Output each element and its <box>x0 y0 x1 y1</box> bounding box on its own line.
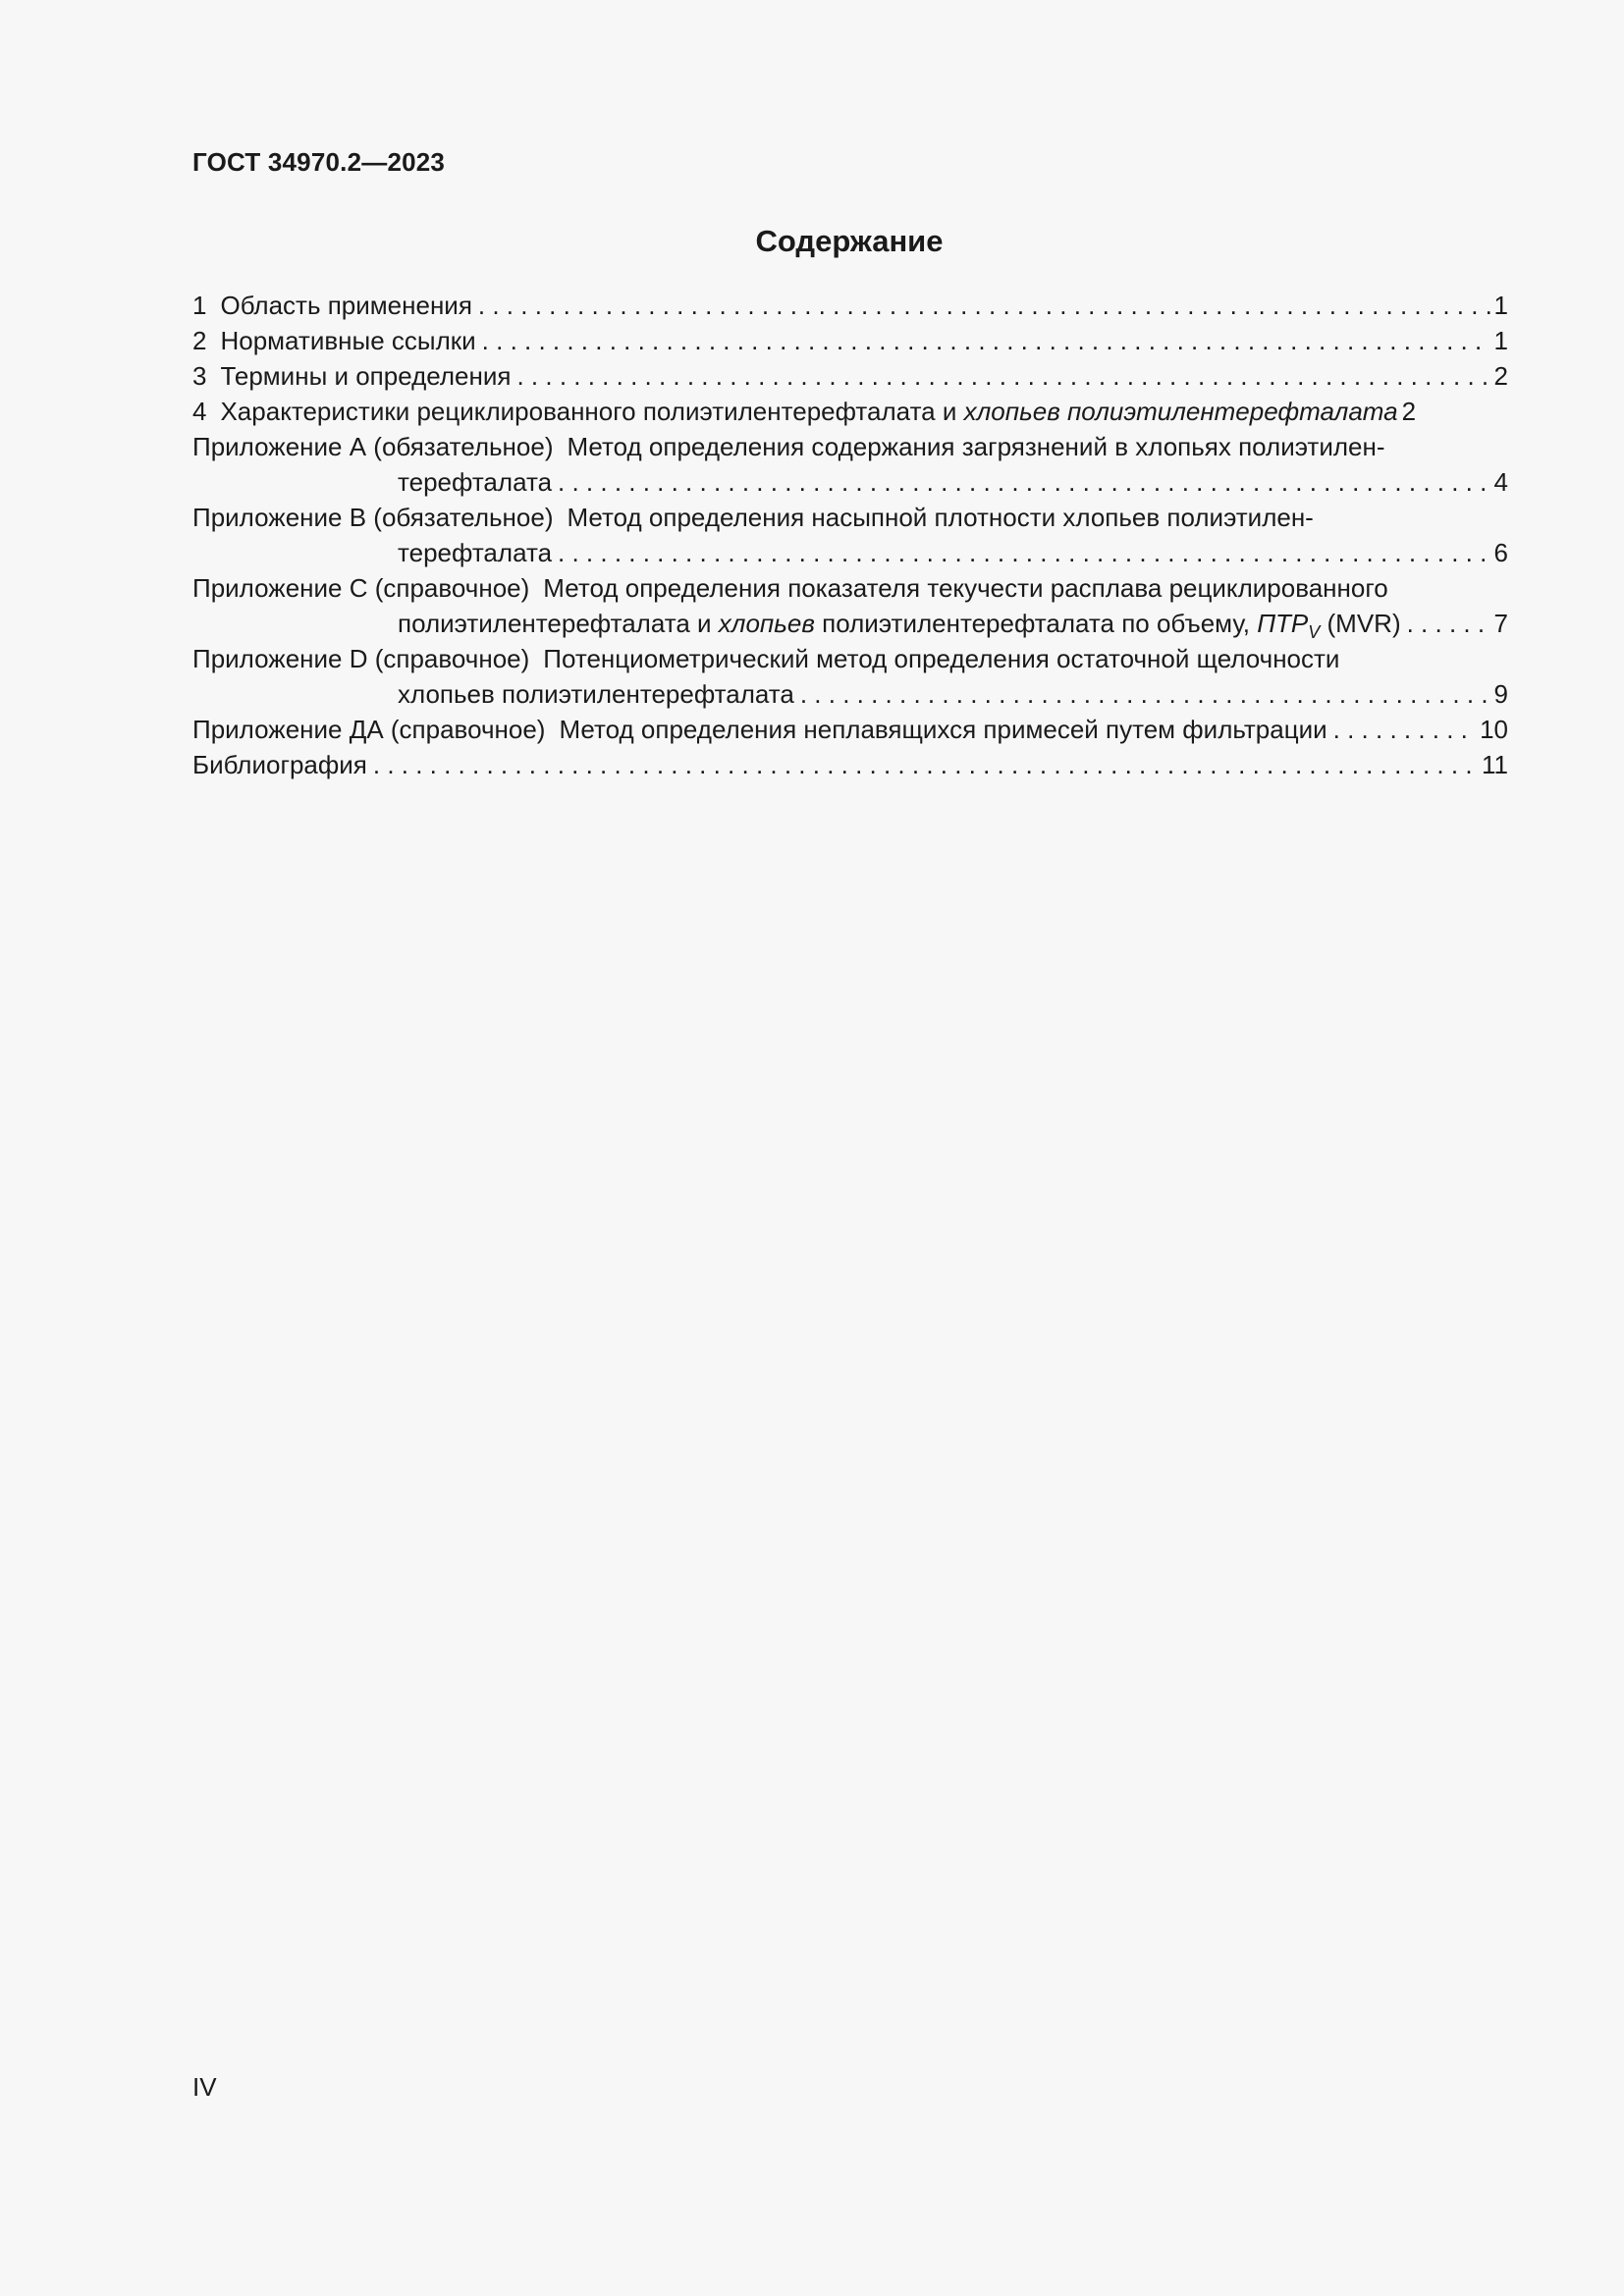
toc-entry-page: 10 <box>1480 715 1508 744</box>
dot-leader <box>516 358 1489 394</box>
toc-entry-number: 3 <box>192 361 207 391</box>
mvr-subscript: V <box>1308 622 1321 642</box>
toc-entry-page: 6 <box>1493 538 1508 567</box>
toc-entry-page: 7 <box>1493 609 1508 638</box>
toc-entry-number: 4 <box>192 397 207 426</box>
dot-leader <box>478 288 1490 323</box>
appendix-title: Метод определения насыпной плотности хлопьев полиэтилен- <box>567 503 1314 532</box>
appendix-heading: Приложение ДА (справочное) <box>192 715 546 744</box>
toc-appendix-c-line2[interactable] <box>192 606 1508 641</box>
appendix-text: полиэтилентерефталата по объему, <box>822 609 1250 638</box>
appendix-title: Потенциометрический метод определения остаточной щелочности <box>543 644 1340 673</box>
toc-appendix-d-line1[interactable] <box>192 641 1508 676</box>
toc-appendix-a-line1[interactable] <box>192 429 1508 464</box>
toc-appendix-da[interactable] <box>192 712 1508 747</box>
toc-entry-4[interactable] <box>192 394 1508 429</box>
toc-entry-number: 2 <box>192 326 207 355</box>
toc-entry-label: Библиография <box>192 750 367 779</box>
appendix-text: (MVR) <box>1326 609 1401 638</box>
appendix-text-italic: хлопьев <box>718 609 815 638</box>
dot-leader <box>558 535 1490 570</box>
appendix-heading: Приложение С (справочное) <box>192 573 530 603</box>
toc-bibliography[interactable] <box>192 747 1508 782</box>
appendix-heading: Приложение В (обязательное) <box>192 503 554 532</box>
toc-entry-page: 1 <box>1493 291 1508 320</box>
toc-appendix-d-line2[interactable] <box>192 676 1508 712</box>
toc-entry-1[interactable] <box>192 288 1508 323</box>
standard-designation: ГОСТ 34970.2—2023 <box>192 147 446 177</box>
toc-entry-label <box>220 394 1397 429</box>
appendix-title-cont: терефталата <box>398 467 553 497</box>
toc-entry-2[interactable] <box>192 323 1508 358</box>
dot-leader <box>558 464 1490 500</box>
dot-leader <box>1333 712 1476 747</box>
toc-entry-page: 1 <box>1493 326 1508 355</box>
toc-entry-page: 2 <box>1401 397 1417 426</box>
toc-entry-label-text: Характеристики рециклированного полиэтилентерефталата и <box>220 397 957 426</box>
dot-leader <box>1407 606 1490 641</box>
appendix-title: Метод определения показателя текучести расплава рециклированного <box>543 573 1388 603</box>
toc-entry-page: 11 <box>1482 750 1508 779</box>
appendix-heading: Приложение D (справочное) <box>192 644 530 673</box>
appendix-heading: Приложение А (обязательное) <box>192 432 554 461</box>
toc-entry-page: 9 <box>1493 679 1508 709</box>
appendix-text: полиэтилентерефталата и <box>398 609 712 638</box>
toc-entry-label: Термины и определения <box>220 361 512 391</box>
table-of-contents <box>192 288 1508 782</box>
toc-appendix-c-line1[interactable] <box>192 570 1508 606</box>
toc-entry-label: Нормативные ссылки <box>220 326 476 355</box>
mvr-symbol: ПТР <box>1257 609 1309 638</box>
appendix-title-cont: хлопьев полиэтилентерефталата <box>398 679 794 709</box>
appendix-title: Метод определения неплавящихся примесей путем фильтрации <box>559 715 1327 744</box>
dot-leader <box>373 747 1478 782</box>
toc-entry-page: 2 <box>1493 361 1508 391</box>
dot-leader <box>800 676 1490 712</box>
toc-entry-label-italic: хлопьев полиэтилентерефталата <box>963 397 1398 426</box>
toc-entry-number: 1 <box>192 291 207 320</box>
toc-entry-3[interactable] <box>192 358 1508 394</box>
dot-leader <box>482 323 1490 358</box>
appendix-title-cont: терефталата <box>398 538 553 567</box>
toc-appendix-a-line2[interactable] <box>192 464 1508 500</box>
toc-appendix-b-line1[interactable] <box>192 500 1508 535</box>
toc-entry-label: Область применения <box>220 291 472 320</box>
page-number: IV <box>192 2072 217 2102</box>
toc-appendix-b-line2[interactable] <box>192 535 1508 570</box>
toc-entry-page: 4 <box>1493 467 1508 497</box>
appendix-title: Метод определения содержания загрязнений в хлопьях полиэтилен- <box>567 432 1385 461</box>
toc-title: Содержание <box>755 224 944 258</box>
